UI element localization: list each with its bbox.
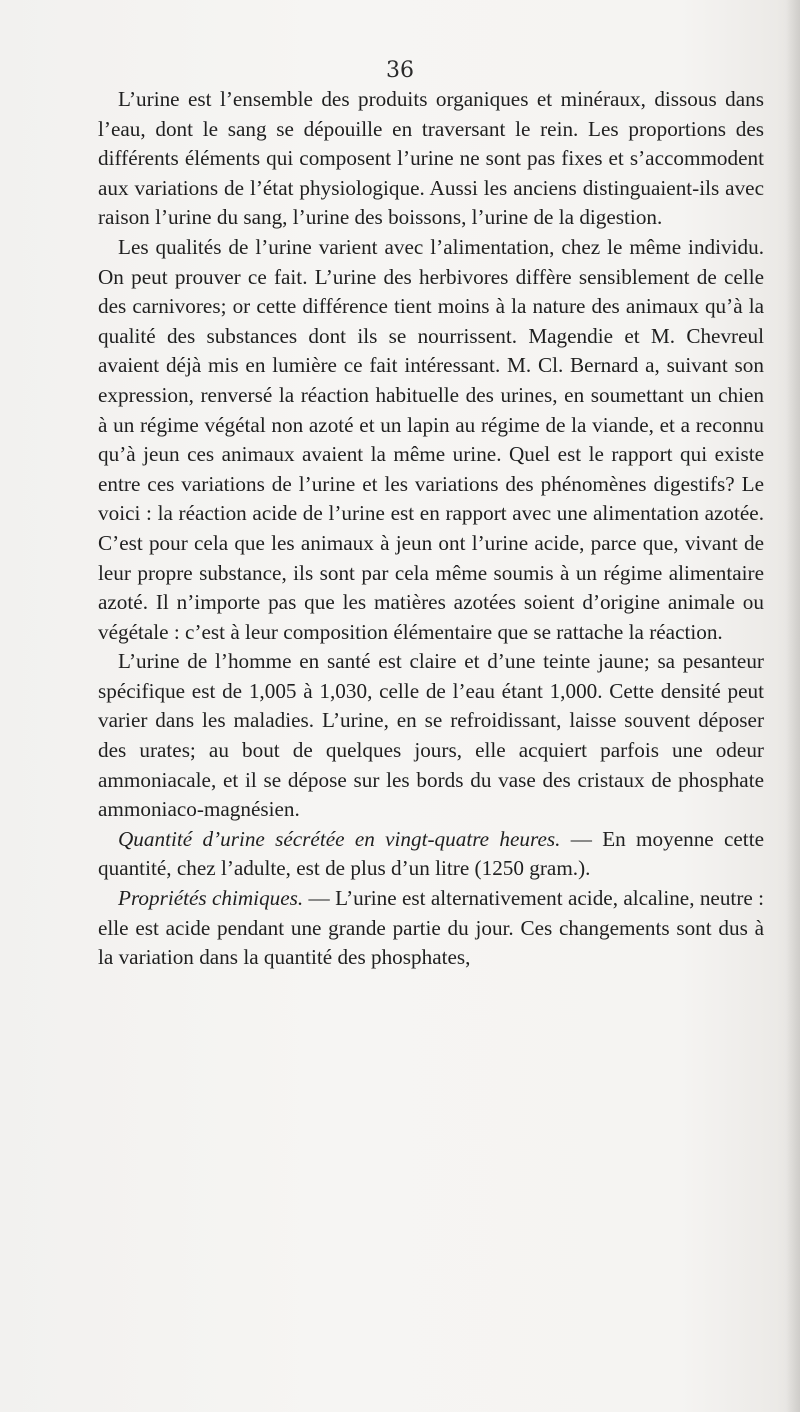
paragraph-chemical-properties (98, 884, 764, 973)
paragraph-human-urine: L’urine de l’homme en santé est claire et d’une teinte jaune; sa pesanteur spécifique est de 1,005 à 1,030, celle de l’eau étant 1,000. Cette densité peut varier dans les maladies. L’urine, en se refroidissant, laisse souvent déposer des urates; au bout de quelques jours, elle acquiert parfois une odeur ammoniacale, et il se dépose sur les bords du vase des cristaux de phosphate ammoniaco-magnésien. (98, 649, 764, 822)
page-edge-shadow (786, 0, 800, 1412)
paragraph-urine-definition: L’urine est l’ensemble des produits organiques et minéraux, dissous dans l’eau, dont le sang se dépouille en traversant le rein. Les proportions des différents éléments qui composent l’urine ne sont pas fixes et s’accommodent aux variations de l’état physiologique. Aussi les anciens distinguaient-ils avec raison l’urine du sang, l’urine des boissons, l’urine de la digestion. (98, 87, 764, 230)
run-in-heading-quantity: Quantité d’urine sécrétée en vingt-quatre heures. (118, 826, 561, 851)
run-in-heading-chemical: Propriétés chimiques. (118, 886, 304, 911)
body-text (98, 85, 764, 973)
paragraph-urine-quantity (98, 825, 764, 884)
paragraph-quantity-text: — En moyenne cette quantité, chez l’adulte, est de plus d’un litre (1250 gram.). (98, 826, 764, 881)
page-number: 36 (386, 58, 414, 83)
paragraph-urine-qualities: Les qualités de l’urine varient avec l’alimentation, chez le même individu. On peut prouver ce fait. L’urine des herbivores diffère sensiblement de celle des carnivores; or cette différence tient moins à la nature des animaux qu’à la qualité des substances dont ils se nourrissent. Magendie et M. Chevreul avaient déjà mis en lumière ce fait intéressant. M. Cl. Bernard a, suivant son expression, renversé la réaction habituelle des urines, en soumettant un chien à un régime végétal non azoté et un lapin au régime de la viande, et a reconnu qu’à jeun ces animaux avaient la même urine. Quel est le rapport qui existe entre ces variations de l’urine et les variations des phénomènes digestifs? Le voici : la réaction acide de l’urine est en rapport avec une alimentation azotée. C’est pour cela que les animaux à jeun ont l’urine acide, parce que, vivant de leur propre substance, ils sont par cela même soumis à un régime alimentaire azoté. Il n’importe pas que les matières azotées soient d’origine animale ou végétale : c’est à leur composition élémentaire que se rattache la réaction. (98, 234, 764, 644)
paragraph-chemical-text: — L’urine est alternativement acide, alcaline, neutre : elle est acide pendant une grande partie du jour. Ces changements sont dus à la variation dans la quantité des phosphates, (98, 886, 764, 970)
